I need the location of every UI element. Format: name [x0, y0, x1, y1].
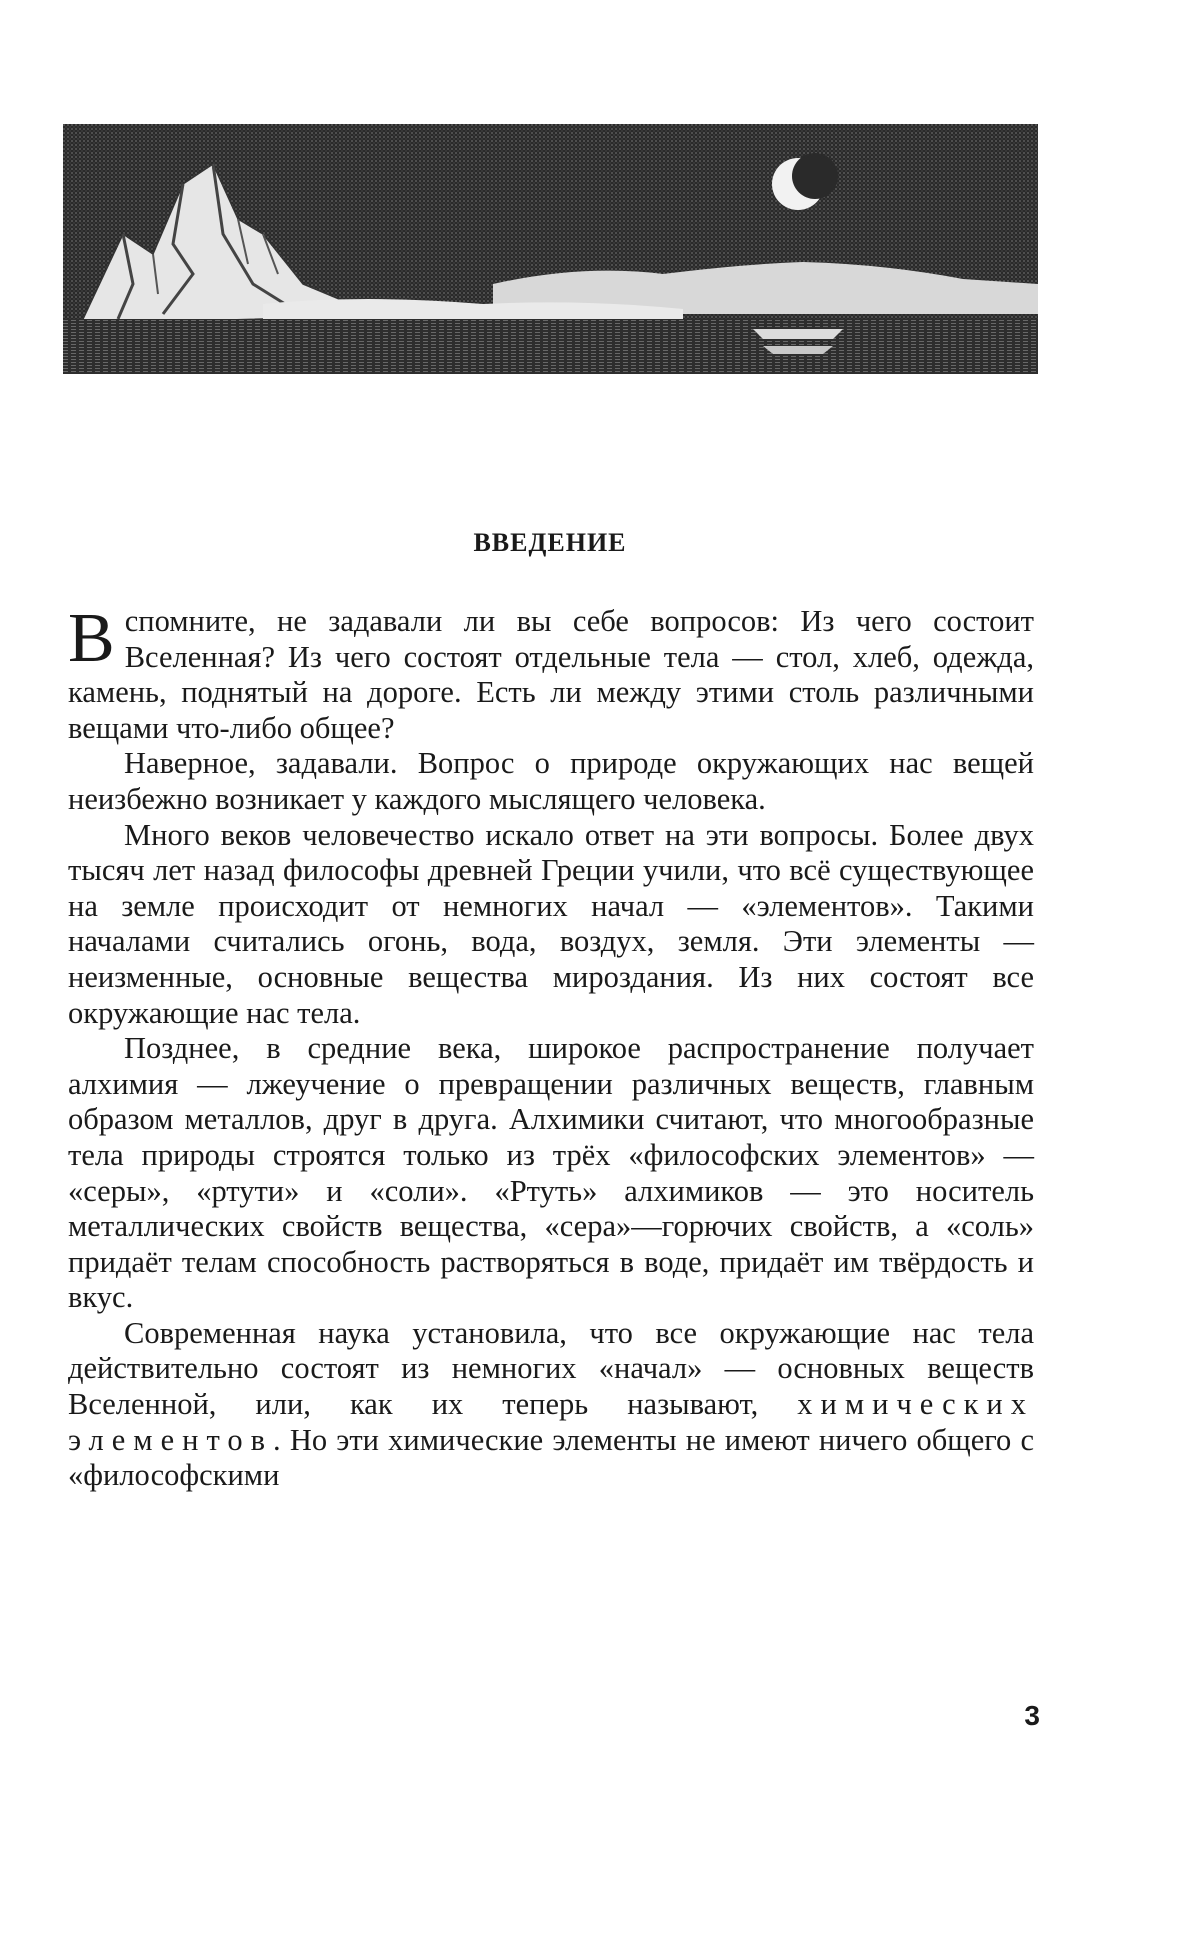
paragraph-3: Много веков человечество искало ответ на эти вопросы. Более двух тысяч лет назад философы древней Греции учили, что всё существующее на земле происходит от немногих начал — «элементов». Такими началами считались огонь, вода, воздух, земля. Эти элементы — неизменные, основные вещества мироздания. Из них состоят все окружающие нас тела.	[68, 817, 1034, 1030]
paragraph-5	[68, 1316, 1034, 1494]
drop-cap: В	[68, 600, 115, 677]
page-number: 3	[1024, 1700, 1040, 1731]
paragraph-5-text-end: . Но эти химические элементы не имеют ничего общего с «философскими	[68, 1422, 1034, 1493]
header-illustration	[63, 124, 1038, 374]
paragraph-4: Позднее, в средние века, широкое распространение получает алхимия — лжеучение о превращении различных веществ, главным образом металлов, друг в друга. Алхимики считают, что многообразные тела природы строятся только из трёх «философских элементов» — «серы», «ртути» и «соли». «Ртуть» алхимиков — это носитель металлических свойств вещества, «сера»—горючих свойств, а «соль» придаёт телам способность растворяться в воде, придаёт им твёрдость и вкус.	[68, 1031, 1034, 1315]
paragraph-5-text-start: Современная наука установила, что все окружающие нас тела действительно состоят из немногих «начал» — основных веществ Вселенной, или, как их теперь называют,	[68, 1315, 1034, 1422]
paragraph-1-text: спомните, не задавали ли вы себе вопросов: Из чего состоит Вселенная? Из чего состоят отдельные тела — стол, хлеб, одежда, камень, поднятый на дороге. Есть ли между этими столь различными вещами что-либо общее?	[68, 604, 1034, 745]
paragraph-1	[68, 600, 1034, 746]
emphasized-term: химических элементов	[68, 1387, 1035, 1457]
night-arctic-landscape-illustration	[63, 124, 1038, 374]
body-text	[68, 600, 1035, 1494]
paragraph-2: Наверное, задавали. Вопрос о природе окружающих нас вещей неизбежно возникает у каждого мыслящего человека.	[68, 746, 1034, 816]
chapter-title: ВВЕДЕНИЕ	[473, 528, 627, 557]
